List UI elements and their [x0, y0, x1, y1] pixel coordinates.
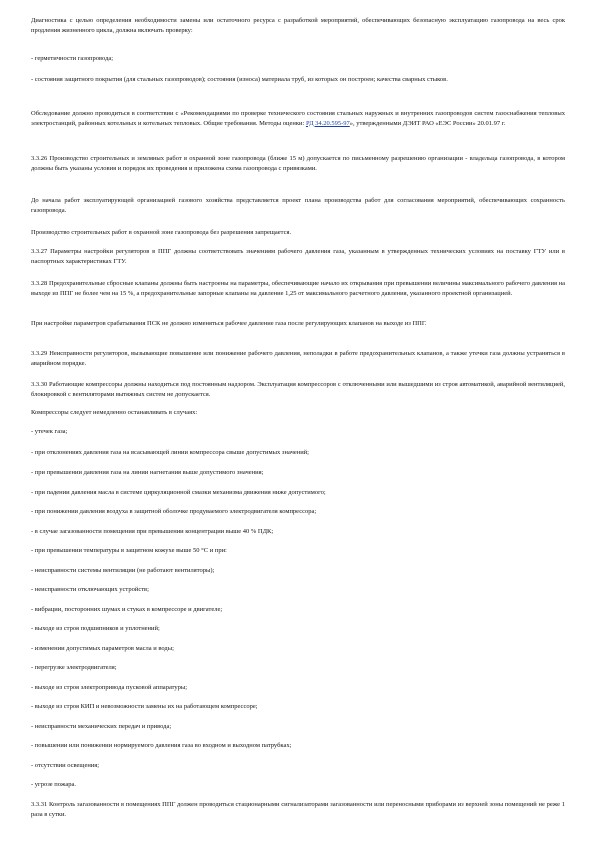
paragraph: 3.3.29 Неисправности регуляторов, вызывающие повышение или понижение рабочего давления, неполадки в работе предохранительных клапанов, а также утечки газа должны устраняться в аварийном порядке. — [31, 350, 565, 367]
paragraph-text: », утвержденными ДЭИТ РАО «ЕЭС России» 20.01.97 г. — [349, 119, 506, 127]
list-item: - выходе из строя КИП и невозможности замены их на работающем компрессоре; — [31, 703, 258, 710]
list-item: - при превышении температуры в защитном кожухе выше 50 °С и при: — [31, 547, 227, 554]
list-item: - при падении давления масла в системе циркуляционной смазки механизма движения ниже допустимого; — [31, 489, 326, 496]
list-item: - изменении допустимых параметров масла и воды; — [31, 645, 174, 652]
list-item: - неисправности системы вентиляции (не работают вентиляторы); — [31, 567, 215, 574]
paragraph: Производство строительных работ в охранной зоне газопровода без разрешения запрещается. — [31, 229, 292, 236]
list-item: - герметичности газопровода; — [31, 55, 114, 62]
paragraph: 3.3.28 Предохранительные сбросные клапаны должны быть настроены на параметры, обеспечивающие начало их открывания при превышении величины максимального рабочего давления на выходе из ППГ не более чем на 15 %, а предохранительные запорные клапаны на давление 1,25 от максимального расчетного давления, указанного проектной организацией. — [31, 280, 565, 297]
paragraph: До начала работ эксплуатирующей организацией газового хозяйства представляется проект плана производства работ для согласования мероприятий, обеспечивающих сохранность газопровода. — [31, 197, 565, 214]
list-item: - выходе из строя электропривода пусковой аппаратуры; — [31, 684, 188, 691]
list-item: - неисправности отключающих устройств; — [31, 586, 149, 593]
paragraph: 3.3.26 Производство строительных и земляных работ в охранной зоне газопровода (ближе 15 м) допускается по письменному разрешению организации - владельца газопровода, в котором должны быть указаны условия и порядок их проведения и приложена схема газопровода с привязками. — [31, 155, 565, 172]
list-item: - утечек газа; — [31, 428, 68, 435]
list-item: - перегрузке электродвигателя; — [31, 664, 117, 671]
paragraph: 3.3.30 Работающие компрессоры должны находиться под постоянным надзором. Эксплуатация компрессоров с отключенными или вышедшими из строя автоматикой, аварийной вентиляцией, блокировкой с вентиляторами вытяжных систем не допускается. — [31, 381, 565, 398]
list-item: - угрозе пожара. — [31, 781, 76, 788]
paragraph-with-link — [31, 109, 565, 128]
document-reference-link[interactable]: РД 34.20.595-97 — [305, 119, 350, 127]
list-item: - вибрации, посторонних шумах и стуках в компрессоре и двигателе; — [31, 606, 223, 613]
list-item: - состояния защитного покрытия (для стальных газопроводов); состояния (износа) материала труб, из которых он построен; качества сварных стыков. — [31, 76, 448, 83]
paragraph: Диагностика с целью определения необходимости замены или остаточного ресурса с разработкой мероприятий, обеспечивающих безопасную эксплуатацию газопровода на весь срок продления жизненного цикла, должна включать проверку: — [31, 17, 565, 34]
paragraph: 3.3.27 Параметры настройки регуляторов в ППГ должны соответствовать значениям рабочего давления газа, указанным в утвержденных технических условиях на поставку ГТУ или в паспортных характеристиках ГТУ. — [31, 248, 565, 265]
list-item: - неисправности механических передач и привода; — [31, 723, 172, 730]
paragraph: При настройке параметров срабатывания ПСК не должно изменяться рабочее давление газа после регулирующих клапанов на выходе из ППГ. — [31, 320, 427, 327]
list-item: - при превышении давления газа на линии нагнетания выше допустимого значения; — [31, 469, 264, 476]
list-item: - отсутствии освещения; — [31, 762, 100, 769]
list-item: - в случае загазованности помещения при превышении концентрации выше 40 % ПДК; — [31, 528, 274, 535]
list-item: - при понижении давления воздуха в защитной оболочке продуваемого электродвигателя компрессора; — [31, 508, 317, 515]
paragraph-text: Обследование должно проводиться в соответствии с «Рекомендациями по проверке технического состояния стальных наружных и внутренних газопроводов систем газоснабжения тепловых электростанций, районных котельных и котельных тепловых. Общие требования. Методы оценки: — [31, 110, 565, 127]
paragraph: Компрессоры следует немедленно останавливать в случаях: — [31, 409, 198, 416]
list-item: - при отклонениях давления газа на всасывающей линии компрессора свыше допустимых значений; — [31, 449, 309, 456]
list-item: - выходе из строя подшипников и уплотнений; — [31, 625, 160, 632]
paragraph: 3.3.31 Контроль загазованности в помещениях ППГ должен проводиться стационарными сигнализаторами загазованности или переносными приборами из верхней зоны помещений не реже 1 раза в сутки. — [31, 801, 565, 818]
list-item: - повышении или понижении нормируемого давления газа во входном и выходном патрубках; — [31, 742, 292, 749]
